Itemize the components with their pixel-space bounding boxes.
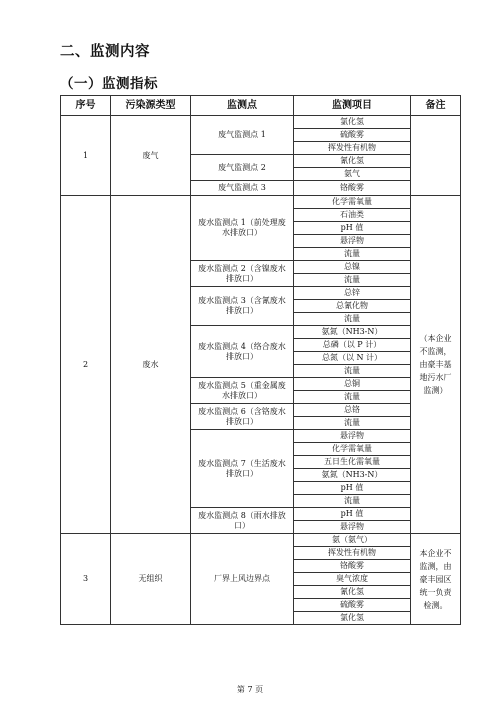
monitoring-item: 总氰化物 <box>294 300 411 313</box>
monitoring-item: 化学需氧量 <box>294 196 411 209</box>
monitoring-item: 总氮（以 N 计） <box>294 352 411 365</box>
monitoring-item: 挥发性有机物 <box>294 142 411 155</box>
monitoring-item: 氯化氢 <box>294 612 411 625</box>
subsection-title: （一）监测指标 <box>60 76 158 92</box>
monitoring-item: 氰化氢 <box>294 586 411 599</box>
monitoring-item: 总锌 <box>294 287 411 300</box>
monitoring-item: 硫酸雾 <box>294 129 411 142</box>
header-note: 备注 <box>411 96 461 116</box>
monitoring-item: 铬酸雾 <box>294 560 411 573</box>
monitoring-item: pH 值 <box>294 222 411 235</box>
table-row <box>61 116 461 129</box>
monitoring-item: 流量 <box>294 248 411 261</box>
monitoring-item: 流量 <box>294 274 411 287</box>
page-number: 第 7 页 <box>236 685 264 694</box>
monitoring-item: 悬浮物 <box>294 521 411 534</box>
monitoring-item: 铬酸雾 <box>294 181 411 196</box>
monitoring-item: 流量 <box>294 391 411 404</box>
monitoring-item: 悬浮物 <box>294 235 411 248</box>
row-number: 1 <box>61 116 111 196</box>
monitoring-point: 废气监测点 1 <box>191 116 294 155</box>
monitoring-point: 废水监测点 1（前处理废水排放口） <box>191 196 294 261</box>
monitoring-item: 流量 <box>294 417 411 430</box>
monitoring-point: 废水监测点 3（含氰废水排放口） <box>191 287 294 326</box>
remark <box>411 116 461 196</box>
table-header-row <box>61 96 461 116</box>
monitoring-point: 废水监测点 5（重金属废水排放口） <box>191 378 294 404</box>
monitoring-item: 氯化氢 <box>294 116 411 129</box>
monitoring-point: 废水监测点 2（含镍废水排放口） <box>191 261 294 287</box>
monitoring-point: 废水监测点 8（雨水排放口） <box>191 508 294 534</box>
header-item: 监测项目 <box>294 96 411 116</box>
section-title: 二、监测内容 <box>60 44 150 60</box>
monitoring-item: 氨氮（NH3-N） <box>294 326 411 339</box>
pollution-type: 无组织 <box>111 534 191 625</box>
monitoring-item: 石油类 <box>294 209 411 222</box>
header-type: 污染源类型 <box>111 96 191 116</box>
monitoring-point: 厂界上风边界点 <box>191 534 294 625</box>
monitoring-item: 流量 <box>294 365 411 378</box>
monitoring-item: 总镍 <box>294 261 411 274</box>
monitoring-item: 氰化氢 <box>294 155 411 168</box>
monitoring-item: 氨气 <box>294 168 411 181</box>
monitoring-item: 悬浮物 <box>294 430 411 443</box>
monitoring-item: 氨（氨气） <box>294 534 411 547</box>
monitoring-item: 臭气浓度 <box>294 573 411 586</box>
pollution-type: 废水 <box>111 196 191 534</box>
header-point: 监测点 <box>191 96 294 116</box>
monitoring-item: 流量 <box>294 313 411 326</box>
monitoring-item: 五日生化需氧量 <box>294 456 411 469</box>
remark: 本企业不监测，由豪丰园区统一负责检测。 <box>411 534 461 625</box>
monitoring-point: 废水监测点 4（络合废水排放口） <box>191 326 294 378</box>
monitoring-item: 化学需氧量 <box>294 443 411 456</box>
header-no: 序号 <box>61 96 111 116</box>
remark: （本企业不监测，由豪丰基地污水厂监测） <box>411 196 461 534</box>
monitoring-point: 废水监测点 7（生活废水排放口） <box>191 430 294 508</box>
monitoring-item: 总铬 <box>294 404 411 417</box>
monitoring-table <box>60 95 461 625</box>
table-row <box>61 534 461 547</box>
monitoring-item: 硫酸雾 <box>294 599 411 612</box>
monitoring-item: 流量 <box>294 495 411 508</box>
monitoring-item: 氨氮（NH3-N） <box>294 469 411 482</box>
monitoring-item: pH 值 <box>294 482 411 495</box>
monitoring-point: 废气监测点 2 <box>191 155 294 181</box>
monitoring-item: 挥发性有机物 <box>294 547 411 560</box>
row-number: 3 <box>61 534 111 625</box>
monitoring-item: 总铜 <box>294 378 411 391</box>
monitoring-point: 废水监测点 6（含铬废水排放口） <box>191 404 294 430</box>
monitoring-point: 废气监测点 3 <box>191 181 294 196</box>
table-row <box>61 196 461 209</box>
monitoring-item: 总磷（以 P 计） <box>294 339 411 352</box>
monitoring-item: pH 值 <box>294 508 411 521</box>
pollution-type: 废气 <box>111 116 191 196</box>
table-body <box>61 116 461 625</box>
row-number: 2 <box>61 196 111 534</box>
